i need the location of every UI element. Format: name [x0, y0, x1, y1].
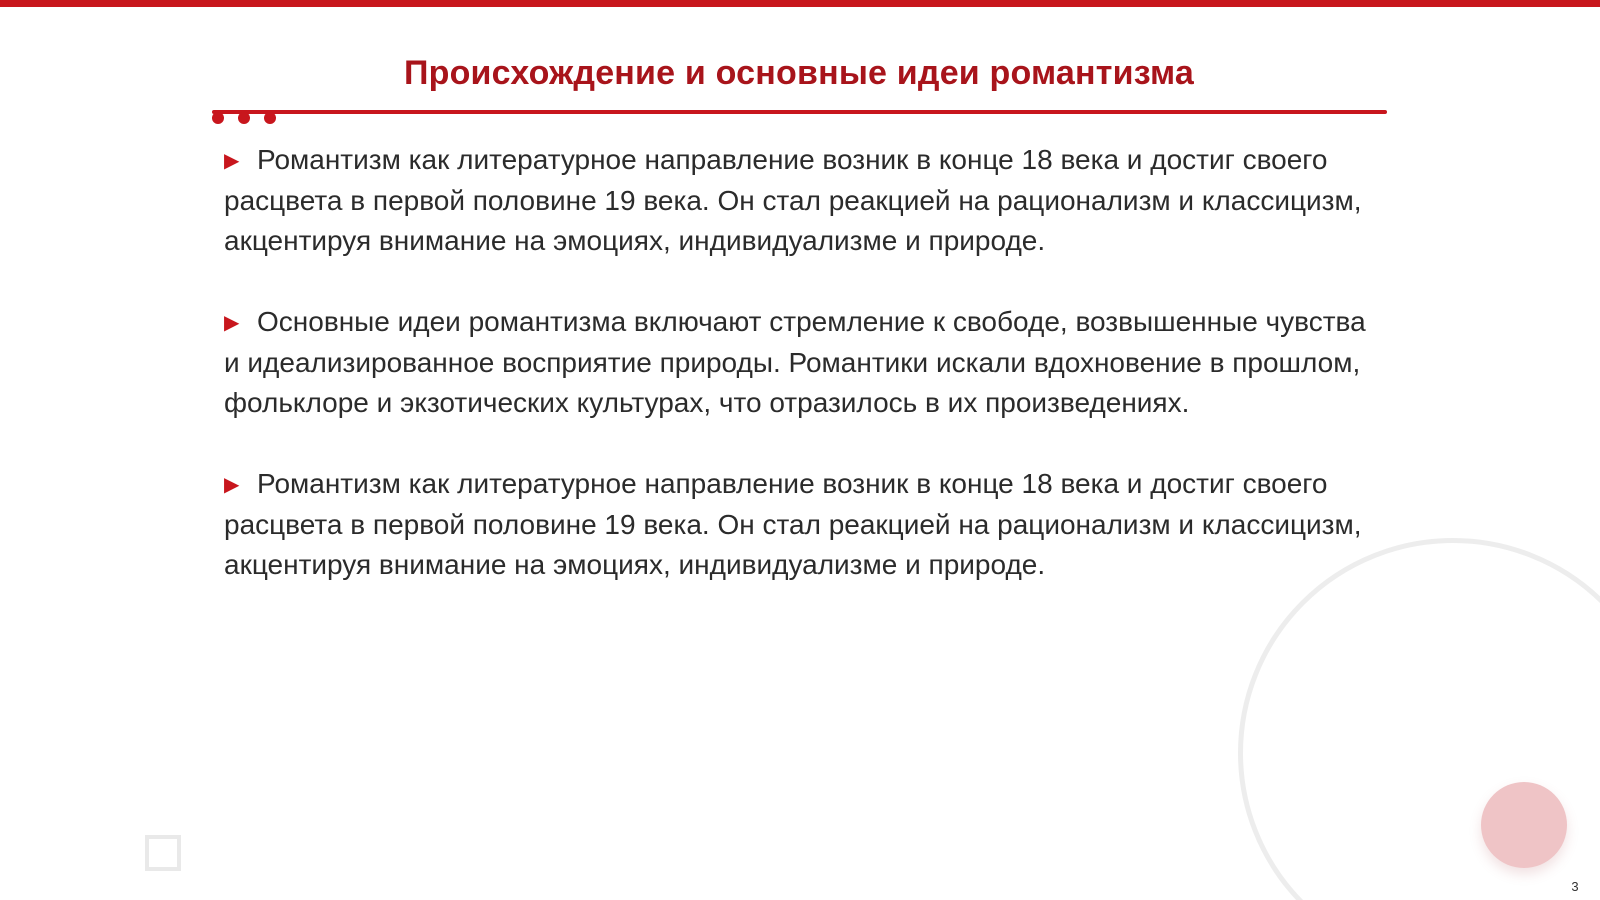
top-accent-bar: [0, 0, 1600, 7]
bullet-text: Романтизм как литературное направление возник в конце 18 века и достиг своего расцвета в первой половине 19 века. Он стал реакцией на рационализм и классицизм, акцентируя внимание на эмоциях, индивидуализме и природе.: [224, 144, 1362, 256]
title-dot: [264, 112, 276, 124]
page-number: 3: [1571, 879, 1579, 894]
bullet-arrow-icon: ▶: [224, 312, 240, 334]
title-dot: [238, 112, 250, 124]
bullet-item: [224, 302, 1374, 423]
decorative-square: [145, 835, 181, 871]
decorative-pink-circle: [1481, 782, 1567, 868]
bullet-arrow-icon: ▶: [224, 150, 240, 172]
bullet-text: Основные идеи романтизма включают стремление к свободе, возвышенные чувства и идеализированное восприятие природы. Романтики искали вдохновение в прошлом, фольклоре и экзотических культурах, что отразилось в их произведениях.: [224, 306, 1366, 418]
title-underline: [212, 110, 1387, 114]
bullet-text: Романтизм как литературное направление возник в конце 18 века и достиг своего расцвета в первой половине 19 века. Он стал реакцией на рационализм и классицизм, акцентируя внимание на эмоциях, индивидуализме и природе.: [224, 468, 1362, 580]
bullet-list: [224, 140, 1374, 585]
bullet-arrow-icon: ▶: [224, 474, 240, 496]
slide-title: Происхождение и основные идеи романтизма: [403, 54, 1195, 92]
bullet-item: [224, 464, 1374, 585]
bullet-item: [224, 140, 1374, 261]
title-dot: [212, 112, 224, 124]
